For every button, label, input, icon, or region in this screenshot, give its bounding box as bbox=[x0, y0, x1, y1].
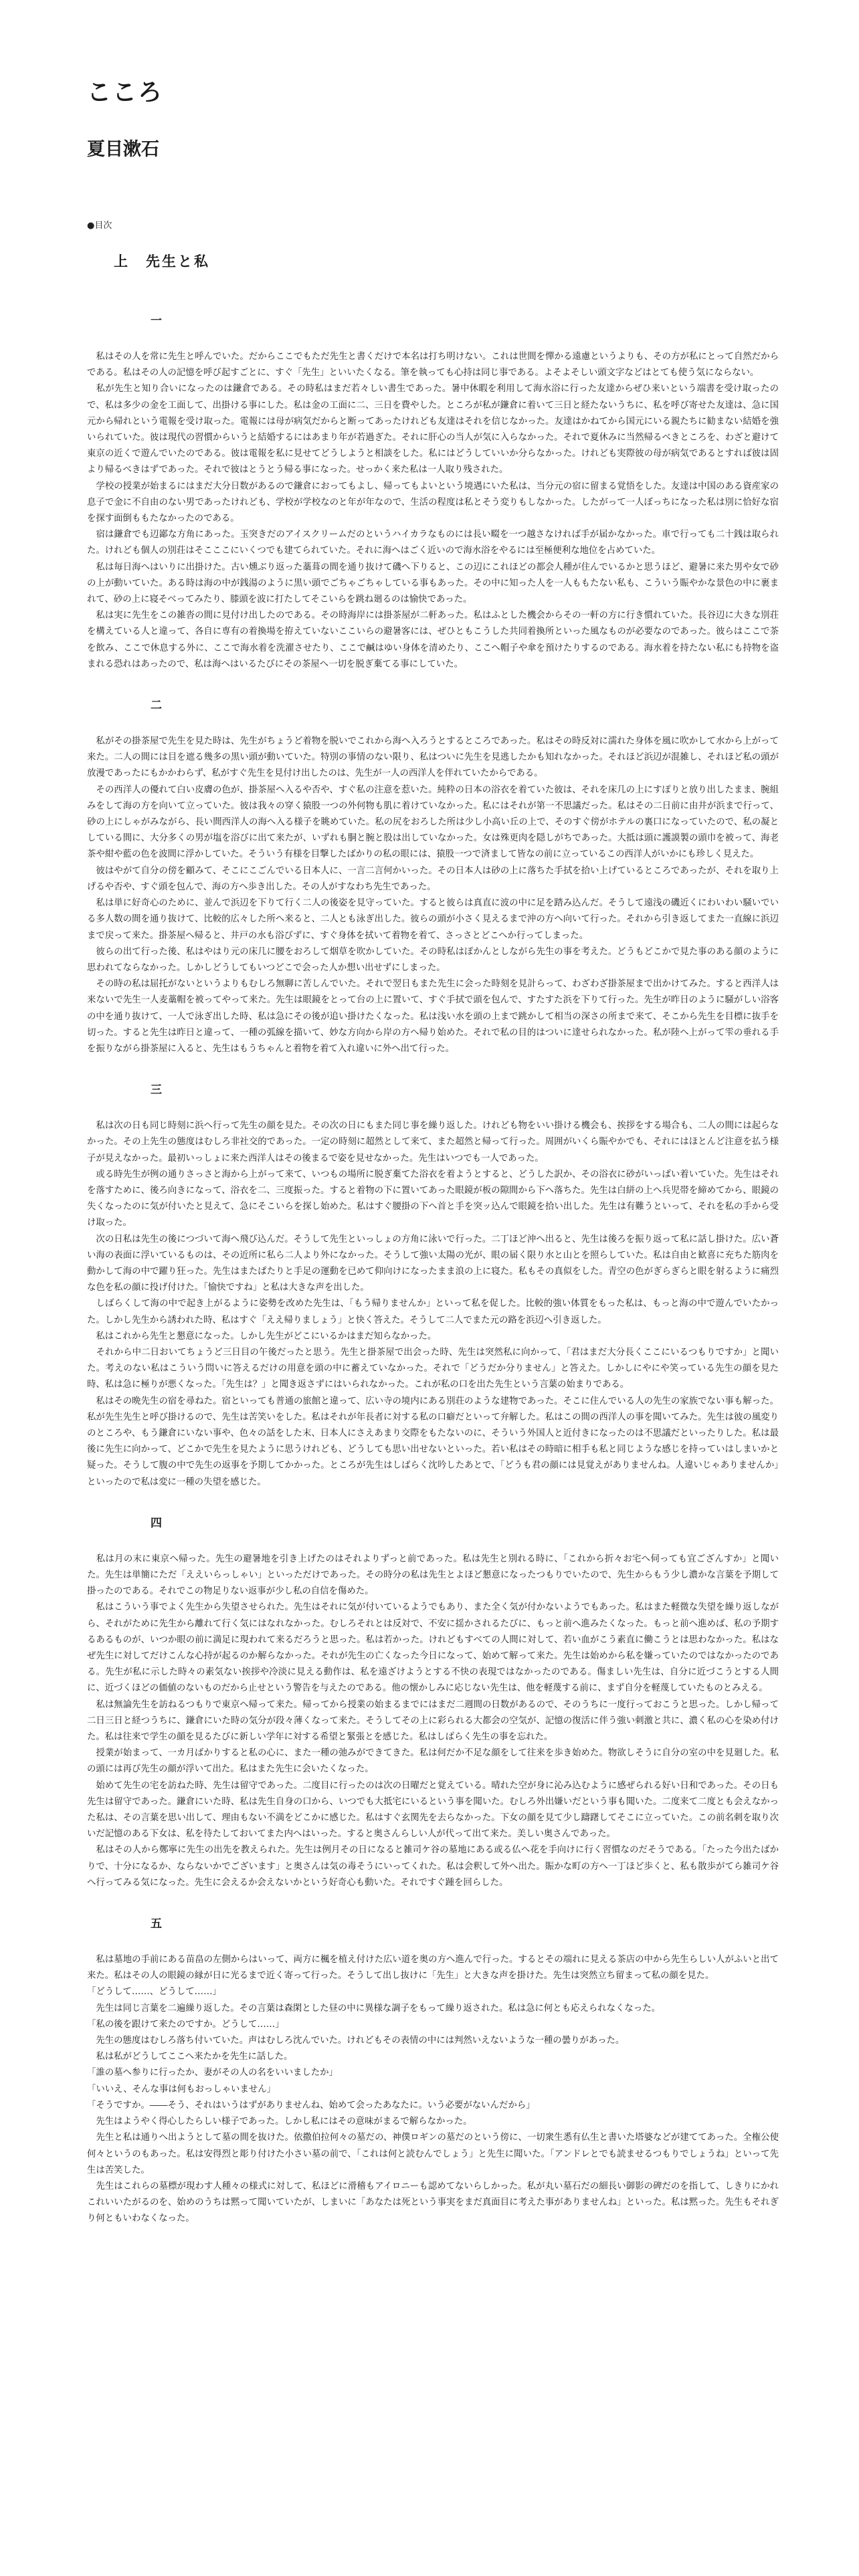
paragraph: 私は毎日海へはいりに出掛けた。古い燻ぶり返った藁葺の間を通り抜けて磯へ下りると、この辺にこれほどの都会人種が住んでいるかと思うほど、避暑に来た男や女で砂の上が動いていた。ある時は海の中が銭湯のように黒い頭でごちゃごちゃしている事もあった。その中に知った人を一人ももたない私も、こういう賑やかな景色の中に裹まれて、砂の上に寝そべってみたり、膝頭を波に打たしてそこいらを跳ね廻るのは愉快であった。 bbox=[87, 562, 779, 605]
section-number: 二 bbox=[151, 699, 162, 713]
author-name: 夏目漱石 bbox=[87, 139, 159, 160]
paragraph: 私がその掛茶屋で先生を見た時は、先生がちょうど着物を脱いでこれから海へ入ろうとするところであった。私はその時反対に濡れた身体を風に吹かして水から上がって来た。二人の間には目を遮る幾多の黒い頭が動いていた。特別の事情のない限り、私はついに先生を見逃したかも知れなかった。それほど浜辺が混雑し、それほど私の頭が放漫であったにもかかわらず、私がすぐ先生を見付け出したのは、先生が一人の西洋人を伴れていたからである。 bbox=[87, 736, 779, 779]
section-number: 一 bbox=[151, 314, 162, 328]
paragraph: 私は月の末に東京へ帰った。先生の避暑地を引き上げたのはそれよりずっと前であった。私は先生と別れる時に、「これから折々お宅へ伺っても宜ござんすか」と聞いた。先生は単簡にただ「ええいらっしゃい」といっただけであった。その時分の私は先生とよほど懇意になったつもりでいたので、先生からもう少し濃かな言葉を予期して掛ったのである。それでこの物足りない返事が少し私の自信を傷めた。 bbox=[87, 1553, 779, 1597]
paragraph: 私は実に先生をこの雑沓の間に見付け出したのである。その時海岸には掛茶屋が二軒あった。私はふとした機会からその一軒の方に行き慣れていた。長谷辺に大きな別荘を構えている人と違って、各自に専有の着換場を拵えていないここいらの避暑客には、ぜひともこうした共同着換所といった風なものが必要なのであった。彼らはここで茶を飲み、ここで休息する外に、ここで海水着を洗濯させたり、ここで鹹はゆい身体を清めたり、ここへ帽子や傘を預けたりするのである。海水着を持たない私にも持物を盗まれる恐れはあったので、私は海へはいるたびにその茶屋へ一切を脱ぎ棄てる事にしていた。 bbox=[87, 611, 779, 669]
paragraph: 「どうして……、どうして……」 bbox=[87, 1987, 221, 1998]
paragraph: しばらくして海の中で起き上がるように姿勢を改めた先生は、「もう帰りませんか」といって私を促した。比較的強い体質をもった私は、もっと海の中で遊んでいたかった。しかし先生から誘われた時、私はすぐ「ええ帰りましょう」と快く答えた。そうして二人でまた元の路を浜辺へ引き返した。 bbox=[87, 1299, 779, 1325]
paragraph: 先生の態度はむしろ落ち付いていた。声はむしろ沈んでいた。けれどもその表情の中には判然いえないような一種の曇りがあった。 bbox=[87, 2036, 625, 2046]
paragraph: 先生はようやく得心したらしい様子であった。しかし私にはその意味がまるで解らなかった。 bbox=[87, 2117, 472, 2127]
paragraph: 宿は鎌倉でも辺鄙な方角にあった。玉突きだのアイスクリームだのというハイカラなものには長い畷を一つ越さなければ手が届かなかった。車で行っても二十銭は取られた。けれども個人の別荘はそこここにいくつでも建てられていた。それに海へはごく近いので海水浴をやるには至極便利な地位を占めていた。 bbox=[87, 530, 779, 556]
paragraph: それから中二日おいてちょうど三日目の午後だったと思う。先生と掛茶屋で出会った時、先生は突然私に向かって、「君はまだ大分長くここにいるつもりですか」と聞いた。考えのない私はこういう問いに答えるだけの用意を頭の中に蓄えていなかった。それで「どうだか分りません」と答えた。しかしにやにや笑っている先生の顔を見た時、私は急に極りが悪くなった。「先生は？」と聞き返さずにはいられなかった。これが私の口を出た先生という言葉の始まりである。 bbox=[87, 1347, 779, 1390]
paragraph: 始めて先生の宅を訪ねた時、先生は留守であった。二度目に行ったのは次の日曜だと覚えている。晴れた空が身に沁み込むように感ぜられる好い日和であった。その日も先生は留守であった。鎌倉にいた時、私は先生自身の口から、いつでも大抵宅にいるという事を聞いた。むしろ外出嫌いだという事も聞いた。二度来て二度とも会えなかった私は、その言葉を思い出して、理由もない不満をどこかに感じた。私はすぐ玄関先を去らなかった。下女の顔を見て少し躊躇してそこに立っていた。この前名刺を取り次いだ記憶のある下女は、私を待たしておいてまた内へはいった。すると奥さんらしい人が代って出て来た。美しい奥さんであった。 bbox=[87, 1780, 779, 1840]
section-number: 三 bbox=[151, 1083, 162, 1097]
paragraph: 私はその人から鄭寧に先生の出先を教えられた。先生は例月その日になると雑司ケ谷の墓地にある或る仏へ花を手向けに行く習慣なのだそうである。「たった今出たばかりで、十分になるか、ならないかでございます」と奥さんは気の毒そうにいってくれた。私は会釈して外へ出た。賑かな町の方へ一丁ほど歩くと、私も散歩がてら雑司ケ谷へ行ってみる気になった。先生に会えるか会えないかという好奇心も動いた。それですぐ踵を回らした。 bbox=[87, 1845, 779, 1888]
paragraph: 彼はやがて自分の傍を顧みて、そこにこごんでいる日本人に、一言二言何かいった。その日本人は砂の上に落ちた手拭を拾い上げているところであったが、それを取り上げるや否や、すぐ頭を包んで、海の方へ歩き出した。その人がすなわち先生であった。 bbox=[87, 865, 779, 892]
toc-link[interactable]: ●目次 bbox=[87, 221, 112, 231]
paragraph: 私はこういう事でよく先生から失望させられた。先生はそれに気が付いているようでもあり、また全く気が付かないようでもあった。私はまた軽微な失望を繰り返しながら、それがために先生から離れて行く気にはなれなかった。むしろそれとは反対で、不安に揺かされるたびに、もっと前へ進みたくなった。もっと前へ進めば、私の予期するあるものが、いつか眼の前に満足に現われて来るだろうと思った。私は若かった。けれどもすべての人間に対して、若い血がこう素直に働こうとは思わなかった。私はなぜ先生に対してだけこんな心持が起るのか解らなかった。それが先生の亡くなった今日になって、始めて解って来た。先生は始めから私を嫌っていたのではなかったのである。先生が私に示した時々の素気ない挨拶や冷淡に見える動作は、私を遠ざけようとする不快の表現ではなかったのである。傷ましい先生は、自分に近づこうとする人間に、近づくほどの価値のないものだから止せという警告を与えたのである。他の懐かしみに応じない先生は、他を軽蔑する前に、まず自分を軽蔑していたものとみえる。 bbox=[87, 1602, 779, 1694]
paragraph: 私はこれから先生と懇意になった。しかし先生がどこにいるかはまだ知らなかった。 bbox=[87, 1331, 437, 1341]
section-number: 四 bbox=[151, 1516, 162, 1530]
paragraph: 次の日私は先生の後につづいて海へ飛び込んだ。そうして先生といっしょの方角に泳いで行った。二丁ほど沖へ出ると、先生は後ろを振り返って私に話し掛けた。広い蒼い海の表面に浮いているものは、その近所に私ら二人より外になかった。そうして強い太陽の光が、眼の届く限り水と山とを照らしていた。私は自由と歓喜に充ちた筋肉を動かして海の中で躍り狂った。先生はまたぱたりと手足の運動を已めて仰向けになったまま浪の上に寝た。私もその真似をした。青空の色がぎらぎらと眼を射るように痛烈な色を私の顔に投げ付けた。「愉快ですね」と私は大きな声を出した。 bbox=[87, 1234, 779, 1293]
paragraph: 私はその人を常に先生と呼んでいた。だからここでもただ先生と書くだけで本名は打ち明けない。これは世間を憚かる遠慮というよりも、その方が私にとって自然だからである。私はその人の記憶を呼び起すごとに、すぐ「先生」といいたくなる。筆を執っても心持は同じ事である。よそよそしい頭文字などはとても使う気にならない。 bbox=[87, 352, 779, 379]
section-number: 五 bbox=[151, 1917, 162, 1931]
paragraph: 先生は同じ言葉を二遍繰り返した。その言葉は森閑とした昼の中に異様な調子をもって繰り返された。私は急に何とも応えられなくなった。 bbox=[87, 2003, 660, 2014]
paragraph: その西洋人の優れて白い皮膚の色が、掛茶屋へ入るや否や、すぐ私の注意を惹いた。純粋の日本の浴衣を着ていた彼は、それを床几の上にすぽりと放り出したまま、腕組みをして海の方を向いて立っていた。彼は我々の穿く猿股一つの外何物も肌に着けていなかった。私にはそれが第一不思議だった。私はその二日前に由井が浜まで行って、砂の上にしゃがみながら、長い間西洋人の海へ入る様子を眺めていた。私の尻をおろした所は少し小高い丘の上で、そのすぐ傍がホテルの裏口になっていたので、私の凝としている間に、大分多くの男が塩を浴びに出て来たが、いずれも胴と腕と股は出していなかった。女は殊更肉を隠しがちであった。大抵は頭に護謨製の頭巾を被って、海老茶や紺や藍の色を波間に浮かしていた。そういう有様を目撃したばかりの私の眼には、猿股一つで済まして皆なの前に立っているこの西洋人がいかにも珍しく見えた。 bbox=[87, 784, 779, 860]
paragraph: その時の私は屈托がないというよりもむしろ無聊に苦しんでいた。それで翌日もまた先生に会った時刻を見計らって、わざわざ掛茶屋まで出かけてみた。すると西洋人は来ないで先生一人麦藁帽を被ってやって来た。先生は眼鏡をとって台の上に置いて、すぐ手拭で頭を包んで、すたすた浜を下りて行った。先生が昨日のように騒がしい浴客の中を通り抜けて、一人で泳ぎ出した時、私は急にその後が追い掛けたくなった。私は浅い水を頭の上まで跳かして相当の深さの所まで来て、そこから先生を目標に抜手を切った。すると先生は昨日と違って、一種の弧線を描いて、妙な方向から岸の方へ帰り始めた。それで私の目的はついに達せられなかった。私が陸へ上がって雫の垂れる手を振りながら掛茶屋に入ると、先生はもうちゃんと着物を着て入れ違いに外へ出て行った。 bbox=[87, 979, 779, 1054]
paragraph: 先生と私は通りへ出ようとして墓の間を抜けた。依撒伯拉何々の墓だの、神僕ロギンの墓だのという傍に、一切衆生悉有仏生と書いた塔婆などが建ててあった。全権公使何々というのもあった。私は安得烈と彫り付けた小さい墓の前で、「これは何と読むんでしょう」と先生に聞いた。「アンドレとでも読ませるつもりでしょうね」といって先生は苦笑した。 bbox=[87, 2133, 779, 2175]
chapter-body bbox=[87, 311, 779, 2228]
paragraph: 「誰の墓へ参りに行ったか、妻がその人の名をいいましたか」 bbox=[87, 2068, 338, 2078]
paragraph: 私はその晩先生の宿を尋ねた。宿といっても普通の旅館と違って、広い寺の境内にある別荘のような建物であった。そこに住んでいる人の先生の家族でない事も解った。私が先生先生と呼び掛けるので、先生は苦笑いをした。私はそれが年長者に対する私の口癖だといって弁解した。私はこの間の西洋人の事を聞いてみた。先生は彼の風変りのところや、もう鎌倉にいない事や、色々の話をした末、日本人にさえあまり交際をもたないのに、そういう外国人と近付きになったのは不思議だといったりした。私は最後に先生に向かって、どこかで先生を見たように思うけれども、どうしても思い出せないといった。若い私はその時暗に相手も私と同じような感じを持っていはしまいかと疑った。そうして腹の中で先生の返事を予期してかかった。ところが先生はしばらく沈吟したあとで、「どうも君の顔には見覚えがありませんね。人違いじゃありませんか」といったので私は変に一種の失望を感じた。 bbox=[87, 1396, 779, 1487]
paragraph: 学校の授業が始まるにはまだ大分日数があるので鎌倉におってもよし、帰ってもよいという境遇にいた私は、当分元の宿に留まる覚悟をした。友達は中国のある資産家の息子で金に不自由のない男であったけれども、学校が学校なのと年が年なので、生活の程度は私とそう変りもしなかった。したがって一人ぼっちになった私は別に恰好な宿を探す面倒ももたなかったのである。 bbox=[87, 481, 779, 524]
paragraph: 「そうですか。――そう、それはいうはずがありませんね、始めて会ったあなたに。いう必要がないんだから」 bbox=[87, 2100, 535, 2111]
paragraph: 私は私がどうしてここへ来たかを先生に話した。 bbox=[87, 2052, 293, 2062]
paragraph: 私が先生と知り合いになったのは鎌倉である。その時私はまだ若々しい書生であった。暑中休暇を利用して海水浴に行った友達からぜひ来いという端書を受け取ったので、私は多少の金を工面して、出掛ける事にした。私は金の工面に二、三日を費やした。ところが私が鎌倉に着いて三日と経たないうちに、私を呼び寄せた友達は、急に国元から帰れという電報を受け取った。電報には母が病気だからと断ってあったけれども友達はそれを信じなかった。友達はかねてから国元にいる親たちに勧まない結婚を強いられていた。彼は現代の習慣からいうと結婚するにはあまり年が若過ぎた。それに肝心の当人が気に入らなかった。それで夏休みに当然帰るべきところを、わざと避けて東京の近くで遊んでいたのである。彼は電報を私に見せてどうしようと相談をした。私にはどうしていいか分らなかった。けれども実際彼の母が病気であるとすれば彼は固より帰るべきはずであった。それで彼はとうとう帰る事になった。せっかく来た私は一人取り残された。 bbox=[87, 384, 779, 475]
paragraph: 「私の後を跟けて来たのですか。どうして……」 bbox=[87, 2019, 284, 2030]
paragraph: 私は無論先生を訪ねるつもりで東京へ帰って来た。帰ってから授業の始まるまでにはまだ二週間の日数があるので、そのうちに一度行っておこうと思った。しかし帰って二日三日と経つうちに、鎌倉にいた時の気分が段々薄くなって来た。そうしてその上に彩られる大都会の空気が、記憶の復活に伴う強い刺激と共に、濃く私の心を染め付けた。私は往来で学生の顔を見るたびに新しい学年に対する希望と緊張とを感じた。私はしばらく先生の事を忘れた。 bbox=[87, 1699, 779, 1743]
paragraph: 私は墓地の手前にある苗畠の左側からはいって、両方に楓を植え付けた広い道を奥の方へ進んで行った。するとその端れに見える茶店の中から先生らしい人がふいと出て来た。私はその人の眼鏡の縁が日に光るまで近く寄って行った。そうして出し抜けに「先生」と大きな声を掛けた。先生は突然立ち留まって私の顔を見た。 bbox=[87, 1955, 779, 1981]
paragraph: 彼らの出て行った後、私はやはり元の床几に腰をおろして烟草を吹かしていた。その時私はぽかんとしながら先生の事を考えた。どうもどこかで見た事のある顔のように思われてならなかった。しかしどうしてもいつどこで会った人か想い出せずにしまった。 bbox=[87, 946, 779, 973]
part-title: 上 先生と私 bbox=[114, 253, 210, 270]
paragraph: 私は次の日も同じ時刻に浜へ行って先生の顔を見た。その次の日にもまた同じ事を繰り返した。けれども物をいい掛ける機会も、挨拶をする場合も、二人の間には起らなかった。その上先生の態度はむしろ非社交的であった。一定の時刻に超然として来て、また超然と帰って行った。周囲がいくら賑やかでも、それにはほとんど注意を払う様子が見えなかった。最初いっしょに来た西洋人はその後まるで姿を見せなかった。先生はいつでも一人であった。 bbox=[87, 1121, 779, 1164]
paragraph: 授業が始まって、一カ月ばかりすると私の心に、また一種の弛みができてきた。私は何だか不足な顔をして往来を歩き始めた。物欲しそうに自分の室の中を見廻した。私の頭には再び先生の顔が浮いて出た。私はまた先生に会いたくなった。 bbox=[87, 1748, 779, 1775]
paragraph: 先生はこれらの墓標が現わす人種々の様式に対して、私ほどに滑稽もアイロニーも認めてないらしかった。私が丸い墓石だの細長い御影の碑だのを指して、しきりにかれこれいいたがるのを、始めのうちは黙って聞いていたが、しまいに「あなたは死という事実をまだ真面目に考えた事がありませんね」といった。私は黙った。先生もそれぎり何ともいわなくなった。 bbox=[87, 2181, 779, 2224]
paragraph: 「いいえ、そんな事は何もおっしゃいません」 bbox=[87, 2084, 276, 2095]
paragraph: 私は単に好奇心のために、並んで浜辺を下りて行く二人の後姿を見守っていた。すると彼らは真直に波の中に足を踏み込んだ。そうして遠浅の磯近くにわいわい騒いでいる多人数の間を通り抜けて、比較的広々した所へ来ると、二人とも泳ぎ出した。彼らの頭が小さく見えるまで沖の方へ向いて行った。それから引き返してまた一直線に浜辺まで戻って来た。掛茶屋へ帰ると、井戸の水も浴びずに、すぐ身体を拭いて着物を着て、さっさとどこへか行ってしまった。 bbox=[87, 898, 779, 941]
paragraph: 或る時先生が例の通りさっさと海から上がって来て、いつもの場所に脱ぎ棄てた浴衣を着ようとすると、どうした訳か、その浴衣に砂がいっぱい着いていた。先生はそれを落すために、後ろ向きになって、浴衣を二、三度振った。すると着物の下に置いてあった眼鏡が板の隙間から下へ落ちた。先生は白絣の上へ兵児帯を締めてから、眼鏡の失くなったのに気が付いたと見えて、急にそこいらを探し始めた。私はすぐ腰掛の下へ首と手を突ッ込んで眼鏡を拾い出した。先生は有難うといって、それを私の手から受け取った。 bbox=[87, 1169, 779, 1228]
book-title: こころ bbox=[87, 79, 164, 106]
